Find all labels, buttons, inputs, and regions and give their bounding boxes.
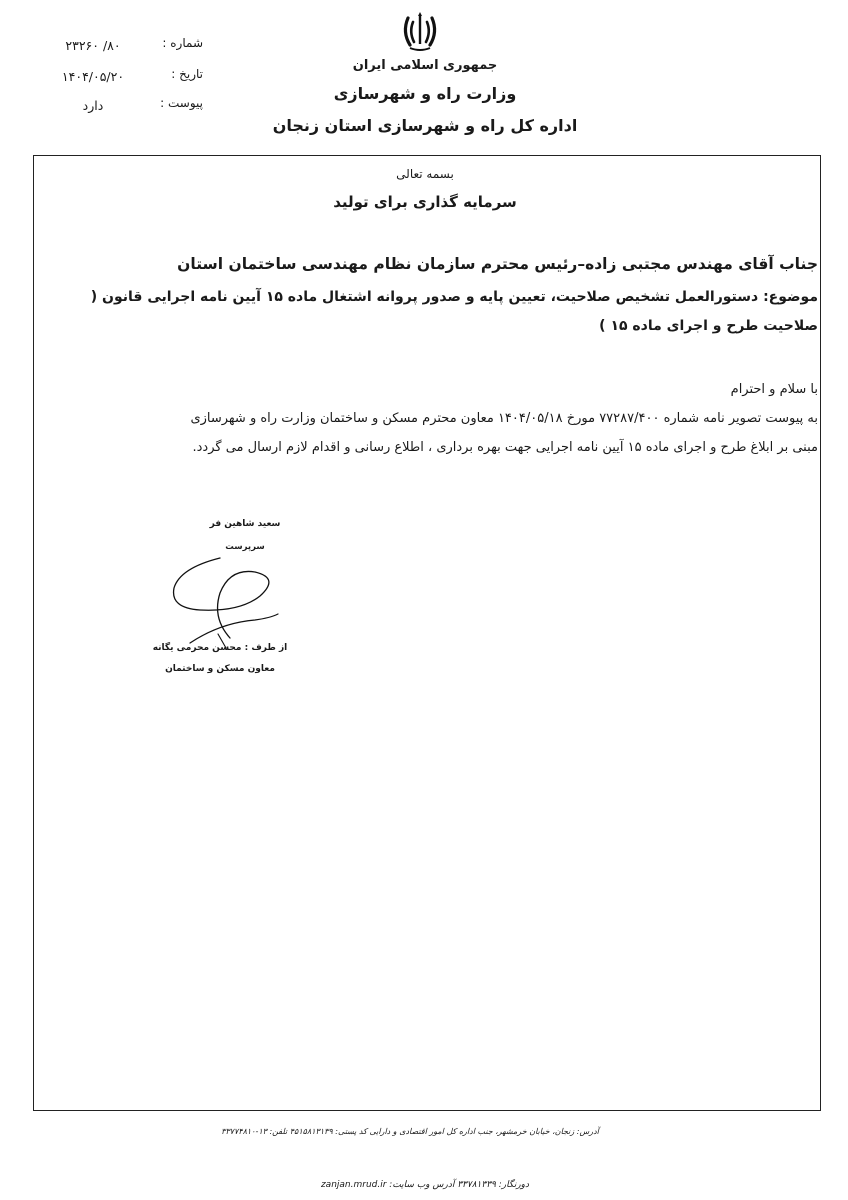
handwritten-signature-icon (160, 548, 290, 658)
letter-date-label: تاریخ : (171, 67, 203, 81)
letter-attachment-row (48, 96, 213, 118)
body-line-2: مبنی بر ابلاغ طرح و اجرای ماده ۱۵ آیین نامه اجرایی جهت بهره برداری ، اطلاع رسانی و اقدام لازم ارسال می گردد. (192, 440, 818, 455)
signatory-name: سعید شاهین فر (209, 519, 281, 529)
letter-number-value: ۸۰/ ۲۳۲۶۰ (65, 38, 121, 53)
subject-line-2: صلاحیت طرح و اجرای ماده ۱۵ ) (599, 318, 818, 334)
letter-attachment-label: پیوست : (160, 96, 203, 110)
letter-number-row (48, 36, 213, 58)
subject-line-1: موضوع: دستورالعمل تشخیص صلاحیت، تعیین پایه و صدور پروانه اشتغال ماده ۱۵ آیین نامه اجرایی قانون ( (90, 289, 818, 305)
footer-address: آدرس: زنجان، خیابان خرمشهر، جنب اداره کل امور اقتصادی و دارایی کد پستی: ۴۵۱۵۸۱۳۱۳۹ تلفن: ۱۳-۳۳۷۷۴۸۱۰ (221, 1127, 599, 1136)
letter-date-value: ۱۴۰۴/۰۵/۲۰ (61, 69, 125, 84)
greeting: با سلام و احترام (730, 382, 818, 397)
footer-website: دورنگار: ۳۳۷۸۱۳۳۹ آدرس وب سایت: zanjan.mrud.ir (320, 1180, 530, 1190)
header-office: اداره کل راه و شهرسازی استان زنجان (272, 116, 578, 135)
iran-emblem-icon (398, 12, 442, 52)
year-slogan: سرمایه گذاری برای تولید (333, 193, 517, 211)
letter-date-row (48, 67, 213, 89)
basmala: بسمه تعالی (396, 167, 454, 181)
signatory-on-behalf: از طرف : محسن محرمی یگانه (152, 643, 288, 653)
header-country: جمهوری اسلامی ایران (352, 58, 498, 73)
letter-number-label: شماره : (162, 36, 203, 50)
recipient-line: جناب آقای مهندس مجتبی زاده–رئیس محترم سازمان نظام مهندسی ساختمان استان (177, 255, 818, 273)
signatory-department: معاون مسکن و ساختمان (165, 664, 275, 674)
letter-attachment-value: دارد (82, 98, 104, 113)
body-line-1: به پیوست تصویر نامه شماره ۷۷۲۸۷/۴۰۰ مورخ ۱۴۰۴/۰۵/۱۸ معاون محترم مسکن و ساختمان وزارت راه و شهرسازی (190, 411, 818, 426)
header-ministry: وزارت راه و شهرسازی (333, 84, 517, 103)
signatory-title: سرپرست (225, 542, 265, 552)
